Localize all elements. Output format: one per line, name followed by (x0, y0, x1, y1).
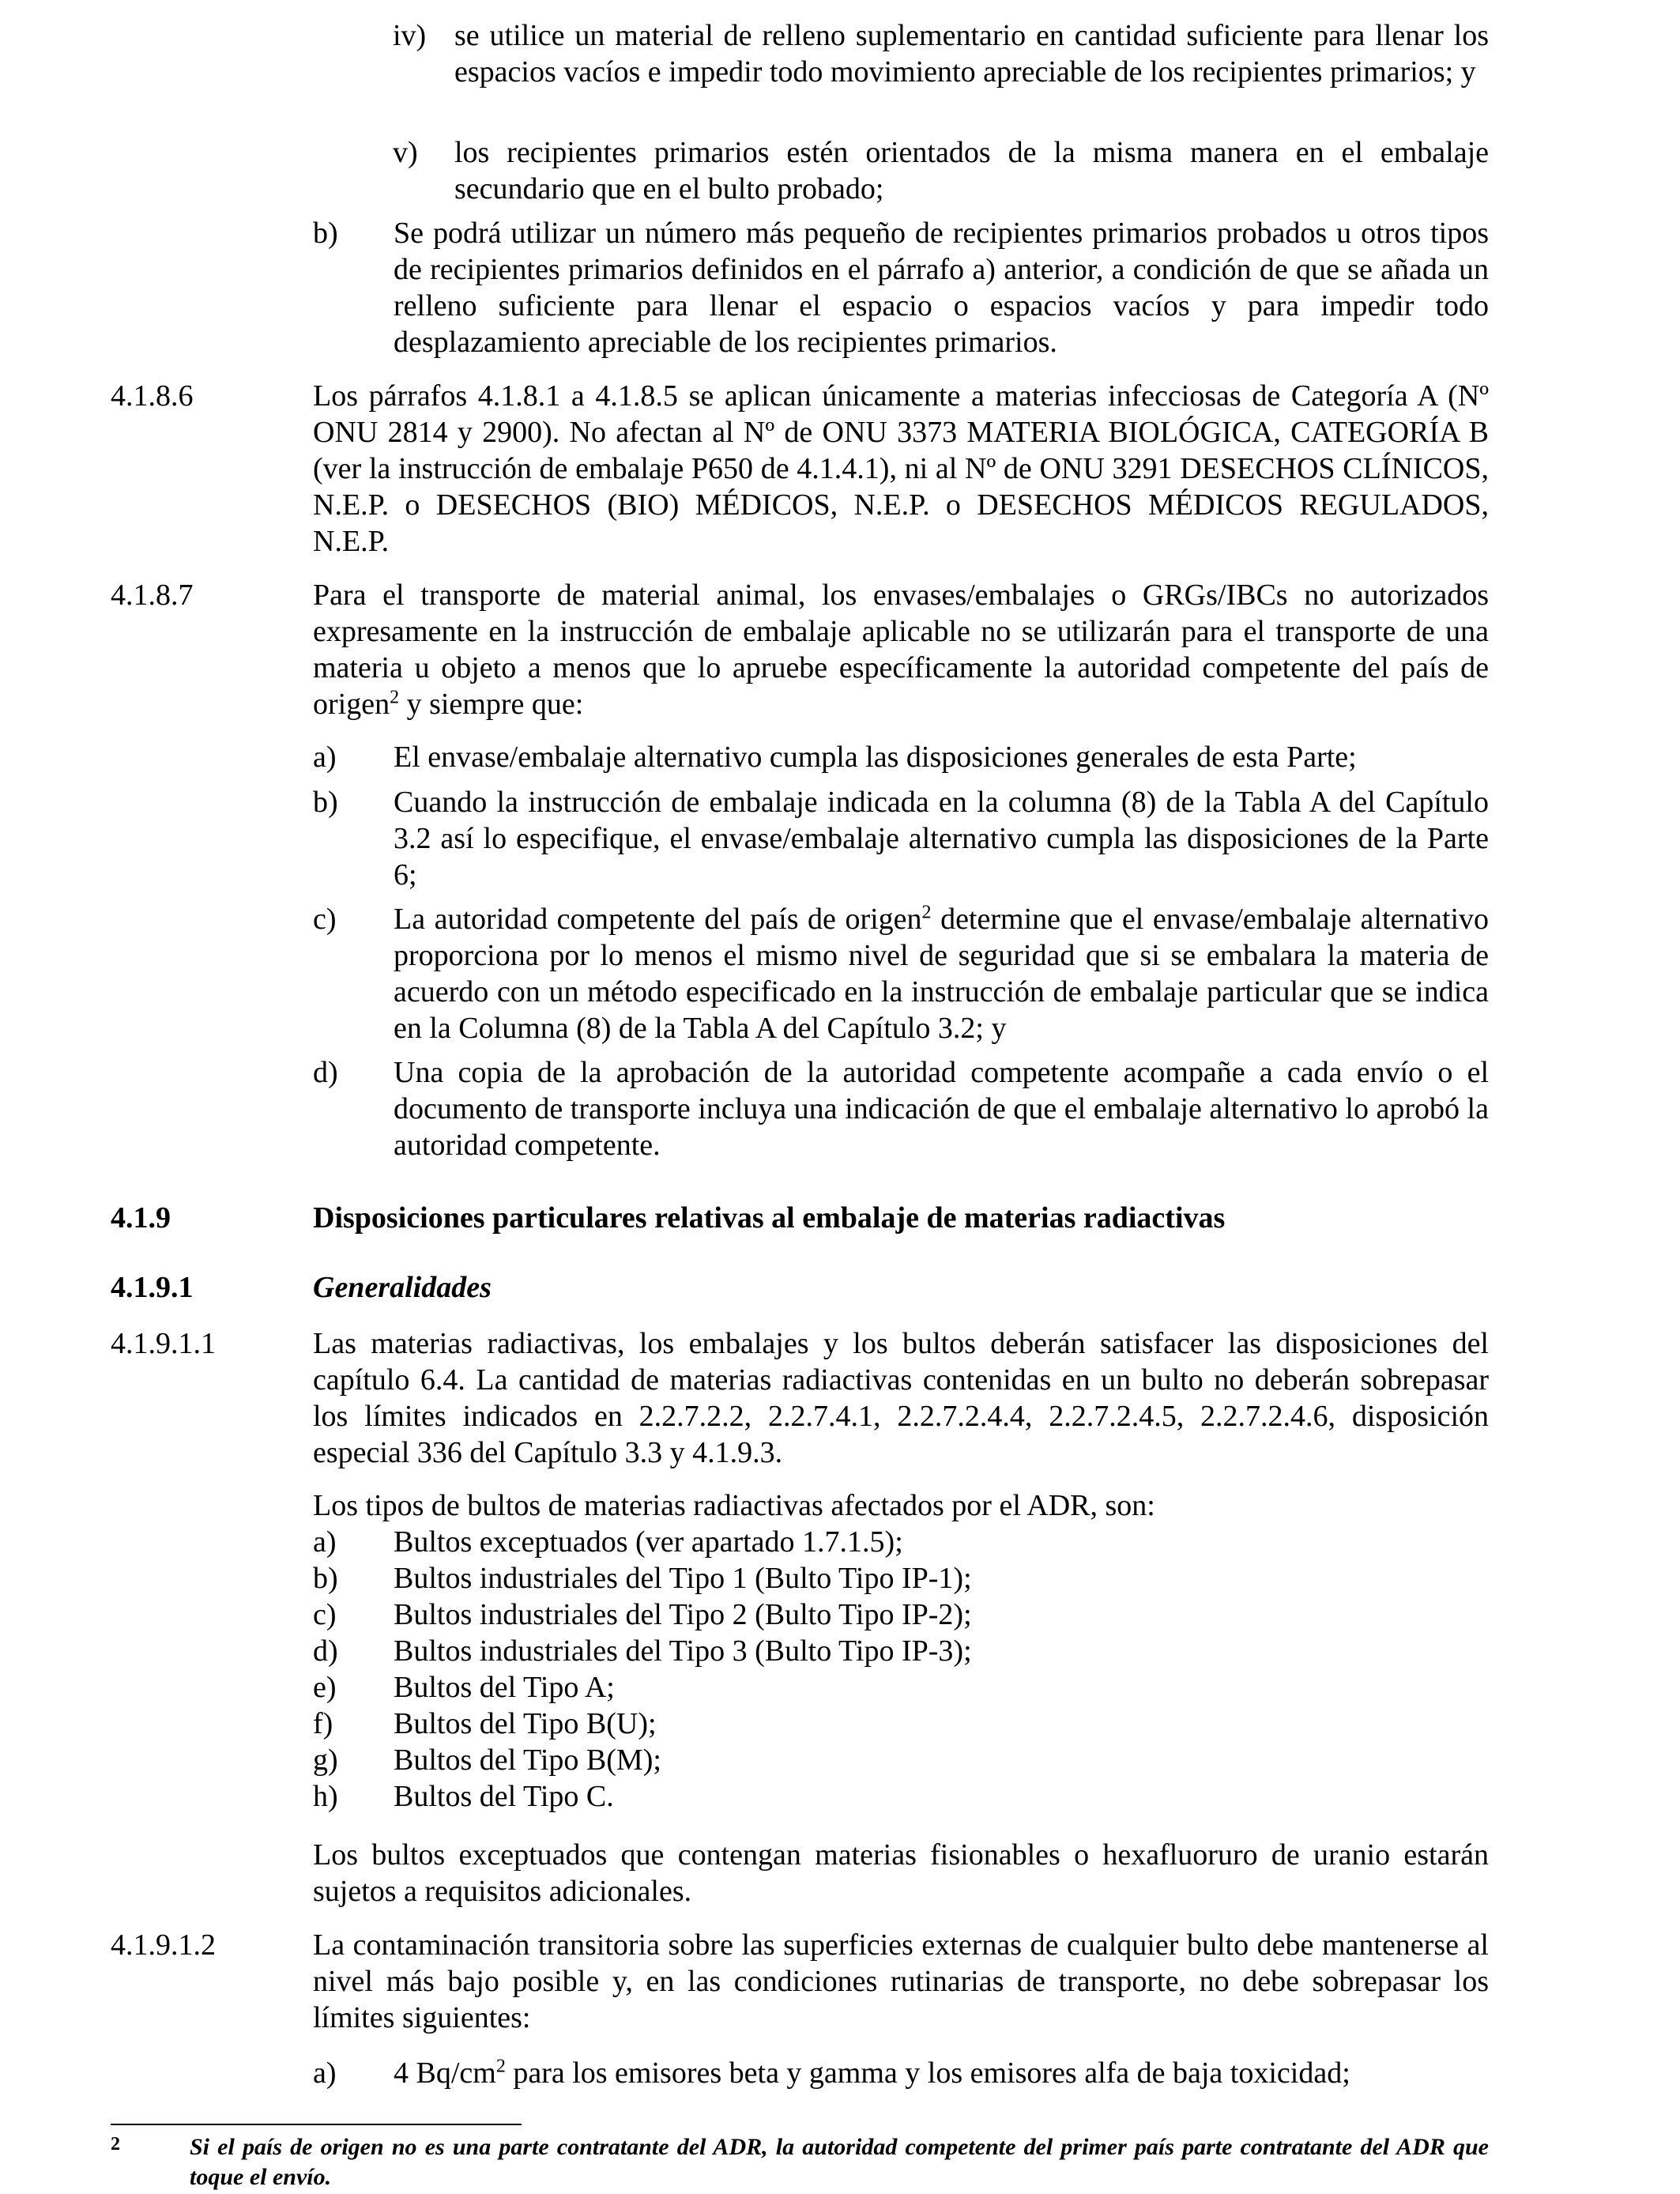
list-item-label: b) (313, 1562, 338, 1595)
section-text: Las materias radiactivas, los embalajes y los bultos deberán satisfacer las disposiciones del capítulo 6.4. La cantidad de materias radiactivas contenidas en un bulto no deberán sobrepasar los límites indicados en 2.2.7.2.2, 2.2.7.4.1, 2.2.7.2.4.4, 2.2.7.2.4.5, 2.2.7.2.4.6, disposición especial 336 del Capítulo 3.3 y 4.1.9.3. (313, 1327, 1489, 1469)
list-item-text (394, 2055, 1489, 2091)
list-item-text: se utilice un material de relleno suplementario en cantidad suficiente para llenar los espacios vacíos e impedir todo movimiento apreciable de los recipientes primarios; y (454, 19, 1489, 89)
package-types-closing: Los bultos exceptuados que contengan materias fisionables o hexafluoruro de uranio estarán sujetos a requisitos adicionales. (313, 1838, 1489, 1908)
list-item-label: f) (313, 1707, 333, 1740)
section-number: 4.1.9.1.2 (111, 1928, 216, 1962)
section-number: 4.1.9 (111, 1201, 171, 1235)
section-text: La contaminación transitoria sobre las superficies externas de cualquier bulto debe mantenerse al nivel más bajo posible y, en las condiciones rutinarias de transporte, no debe sobrepasar los límites siguientes: (313, 1928, 1489, 2034)
list-item-label: g) (313, 1744, 338, 1777)
section-number: 4.1.9.1 (111, 1271, 194, 1304)
list-item-label: d) (313, 1634, 338, 1668)
list-item-text: Cuando la instrucción de embalaje indicada en la columna (8) de la Tabla A del Capítulo 3.2 así lo especifique, el envase/embalaje alternativo cumpla las disposiciones de la Parte 6; (394, 786, 1489, 892)
list-item-label: e) (313, 1671, 337, 1704)
section-number: 4.1.8.7 (111, 579, 194, 612)
list-item-text: Se podrá utilizar un número más pequeño de recipientes primarios probados u otros tipos de recipientes primarios definidos en el párrafo a) anterior, a condición de que se añada un relleno suficiente para llenar el espacio o espacios vacíos y para impedir todo desplazamiento apreciable de los recipientes primarios. (394, 217, 1489, 359)
list-item-label: c) (313, 903, 337, 936)
list-item-label: a) (313, 741, 337, 774)
footnote-divider (111, 2124, 522, 2125)
list-item-text: Una copia de la aprobación de la autoridad competente acompañe a cada envío o el documento de transporte incluya una indicación de que el embalaje alternativo lo aprobó la autoridad competente. (394, 1056, 1489, 1162)
section-title: Generalidades (313, 1271, 492, 1304)
list-item-text: Bultos industriales del Tipo 2 (Bulto Tipo IP-2); (394, 1598, 972, 1631)
list-item-text-main: La autoridad competente del país de origen (394, 903, 922, 936)
list-item-label: c) (313, 1598, 337, 1631)
list-item-label: b) (313, 786, 338, 819)
list-item-label: a) (313, 2056, 337, 2090)
list-item-label: b) (313, 217, 338, 250)
list-item-label: iv) (393, 19, 427, 52)
footnote-ref: 2 (921, 902, 932, 923)
list-item-text-tail: determine que el envase/embalaje alternativo proporciona por lo menos el mismo nivel de seguridad que si se embalara la materia de acuerdo con un método especificado en la instrucción de embalaje particular que se indica en la Columna (8) de la Tabla A del Capítulo 3.2; y (394, 903, 1489, 1045)
list-item-text: Bultos del Tipo A; (394, 1671, 615, 1704)
list-item-label: a) (313, 1525, 337, 1559)
section-text-tail: y siempre que: (399, 688, 584, 721)
superscript: 2 (495, 2056, 506, 2077)
list-item-text: Bultos del Tipo C. (394, 1780, 614, 1813)
section-number: 4.1.8.6 (111, 379, 194, 413)
footnote-ref: 2 (390, 687, 400, 708)
list-item-text: El envase/embalaje alternativo cumpla las disposiciones generales de esta Parte; (394, 741, 1357, 774)
list-item-label: h) (313, 1780, 338, 1813)
section-text (313, 577, 1489, 722)
package-types-intro: Los tipos de bultos de materias radiactivas afectados por el ADR, son: (313, 1489, 1155, 1522)
list-item-label: v) (393, 136, 418, 169)
list-item-text: Bultos exceptuados (ver apartado 1.7.1.5); (394, 1525, 903, 1559)
list-item-text: los recipientes primarios estén orientados de la misma manera en el embalaje secundario que en el bulto probado; (454, 136, 1489, 205)
section-text-main: Para el transporte de material animal, los envases/embalajes o GRGs/IBCs no autorizados expresamente en la instrucción de embalaje aplicable no se utilizarán para el transporte de una materia u objeto a menos que lo apruebe específicamente la autoridad competente del país de origen (313, 579, 1489, 721)
list-item-text: Bultos industriales del Tipo 1 (Bulto Tipo IP-1); (394, 1562, 972, 1595)
list-item-text-main: 4 Bq/cm (394, 2056, 496, 2090)
list-item-text: Bultos del Tipo B(M); (394, 1744, 661, 1777)
list-item-text: Bultos industriales del Tipo 3 (Bulto Tipo IP-3); (394, 1634, 972, 1668)
list-item-text: Bultos del Tipo B(U); (394, 1707, 657, 1740)
list-item-text (394, 901, 1489, 1046)
list-item-text-tail: para los emisores beta y gamma y los emisores alfa de baja toxicidad; (505, 2056, 1350, 2090)
list-item-label: d) (313, 1056, 338, 1089)
footnote-text: Si el país de origen no es una parte contratante del ADR, la autoridad competente del primer país parte contratante del ADR que toque el envío. (190, 2134, 1489, 2190)
section-title: Disposiciones particulares relativas al embalaje de materias radiactivas (313, 1201, 1226, 1235)
section-text: Los párrafos 4.1.8.1 a 4.1.8.5 se aplican únicamente a materias infecciosas de Categoría A (Nº ONU 2814 y 2900). No afectan al Nº de ONU 3373 MATERIA BIOLÓGICA, CATEGORÍA B (ver la instrucción de embalaje P650 de 4.1.4.1), ni al Nº de ONU 3291 DESECHOS CLÍNICOS, N.E.P. o DESECHOS (BIO) MÉDICOS, N.E.P. o DESECHOS MÉDICOS REGULADOS, N.E.P. (313, 379, 1489, 558)
section-number: 4.1.9.1.1 (111, 1327, 216, 1360)
footnote-number: 2 (111, 2134, 120, 2154)
